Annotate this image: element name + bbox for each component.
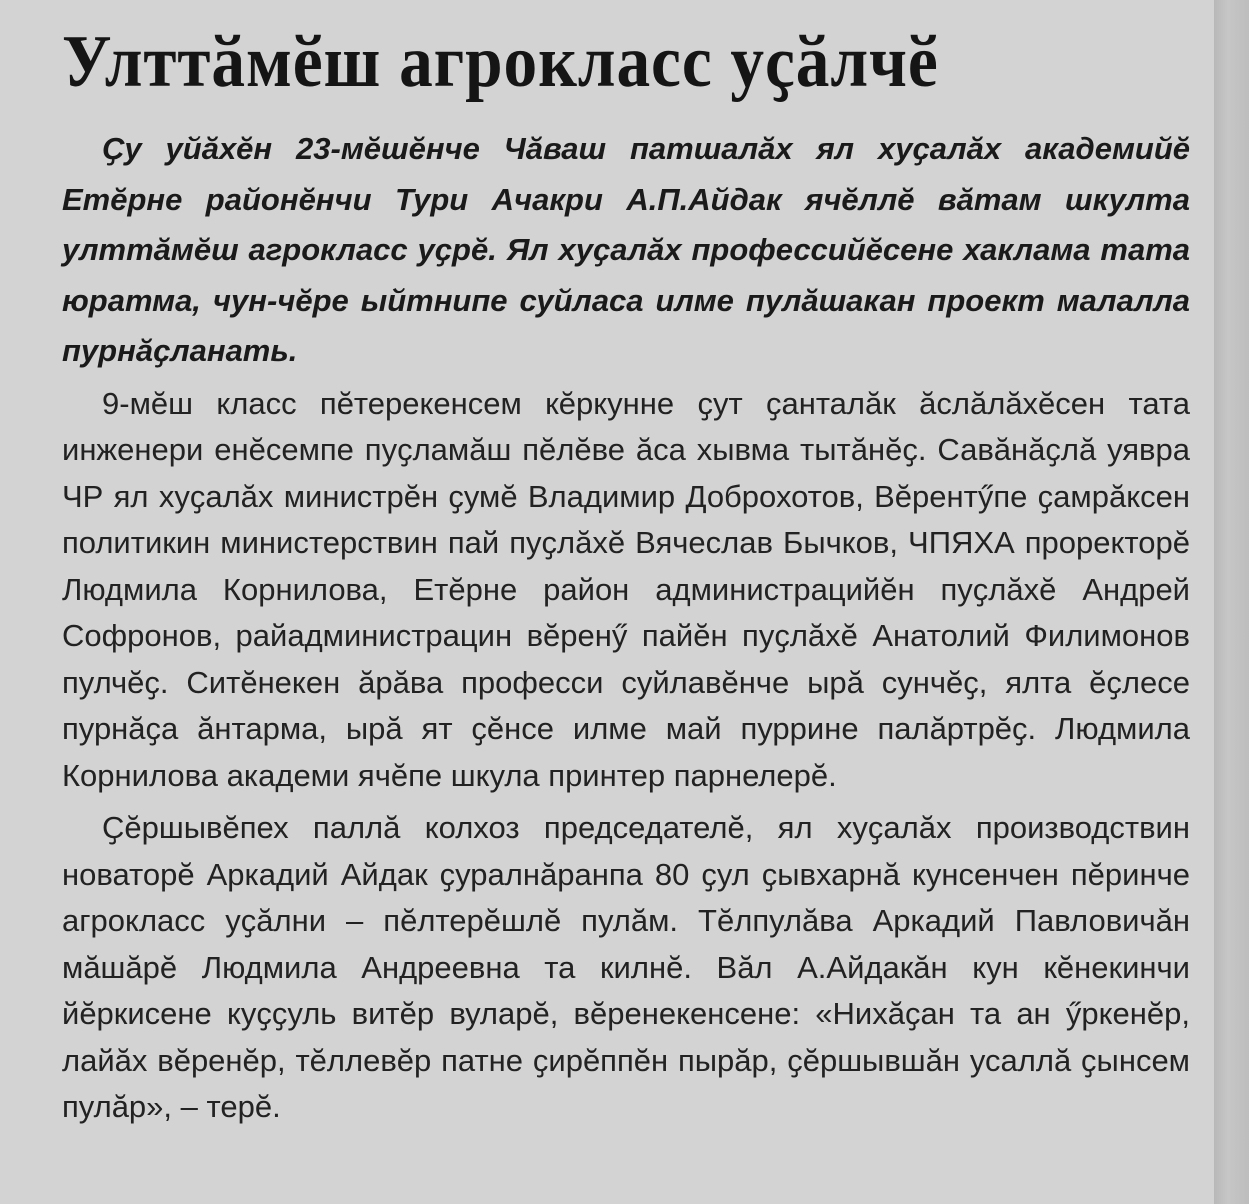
page-edge	[1214, 0, 1249, 1204]
article-paragraph-1: 9-мӗш класс пӗтерекенсем кӗркунне ҫут ҫанталӑк ӑслӑлӑхӗсен тата инженери енӗсемпе пуҫламӑш пӗлӗве ӑса хывма тытӑнӗҫ. Савӑнӑҫлӑ уявра ЧР ял хуҫалӑх министрӗн ҫумӗ Владимир Доброхотов, Вӗрентӳпе ҫамрӑксен политикин министерствин пай пуҫлӑхӗ Вячеслав Бычков, ЧПЯХА проректорӗ Людмила Корнилова, Етӗрне район администрацийӗн пуҫлӑхӗ Андрей Софронов, райадминистрацин вӗренӳ пайӗн пуҫлӑхӗ Анатолий Филимонов пулчӗҫ. Ситӗнекен ӑрӑва професси суйлавӗнче ырӑ сунчӗҫ, ялта ӗҫлесе пурнӑҫа ӑнтарма, ырӑ ят ҫӗнсе илме май пуррине палӑртрӗҫ. Людмила Корнилова академи ячӗпе шкула принтер парнелерӗ.	[62, 385, 1190, 793]
article-headline: Улттӑмӗш агрокласс уҫӑлчӗ	[62, 21, 939, 103]
article-paragraph-2: Ҫӗршывӗпех паллӑ колхоз председателӗ, ял хуҫалӑх производствин новаторӗ Аркадий Айдак ҫуралнӑранпа 80 ҫул ҫывхарнӑ кунсенчен пӗринче агрокласс уҫӑлни – пӗлтерӗшлӗ пулӑм. Тӗлпулӑва Аркадий Павловичӑн мӑшӑрӗ Людмила Андреевна та килнӗ. Вӑл А.Айдакӑн кун кӗнекинчи йӗркисене куҫҫуль витӗр вуларӗ, вӗренекенсене: «Нихӑҫан та ан ӳркенӗр, лайӑх вӗренӗр, тӗллевӗр патне ҫирӗппӗн пырӑр, ҫӗршывшӑн усаллӑ ҫынсем пулӑр», – терӗ.	[62, 810, 1190, 1124]
article-lead: Ҫу уйӑхӗн 23-мӗшӗнче Чӑваш патшалӑх ял хуҫалӑх академийӗ Етӗрне районӗнчи Тури Ачакри А.П.Айдак ячӗллӗ вӑтам шкулта улттӑмӗш агрокласс уҫрӗ. Ял хуҫалӑх профессийӗсене хаклама тата юратма, чун-чӗре ыйтнипе суйласа илме пулӑшакан проект малалла пурнӑҫланать.	[62, 131, 1190, 368]
article	[62, 14, 1190, 1131]
